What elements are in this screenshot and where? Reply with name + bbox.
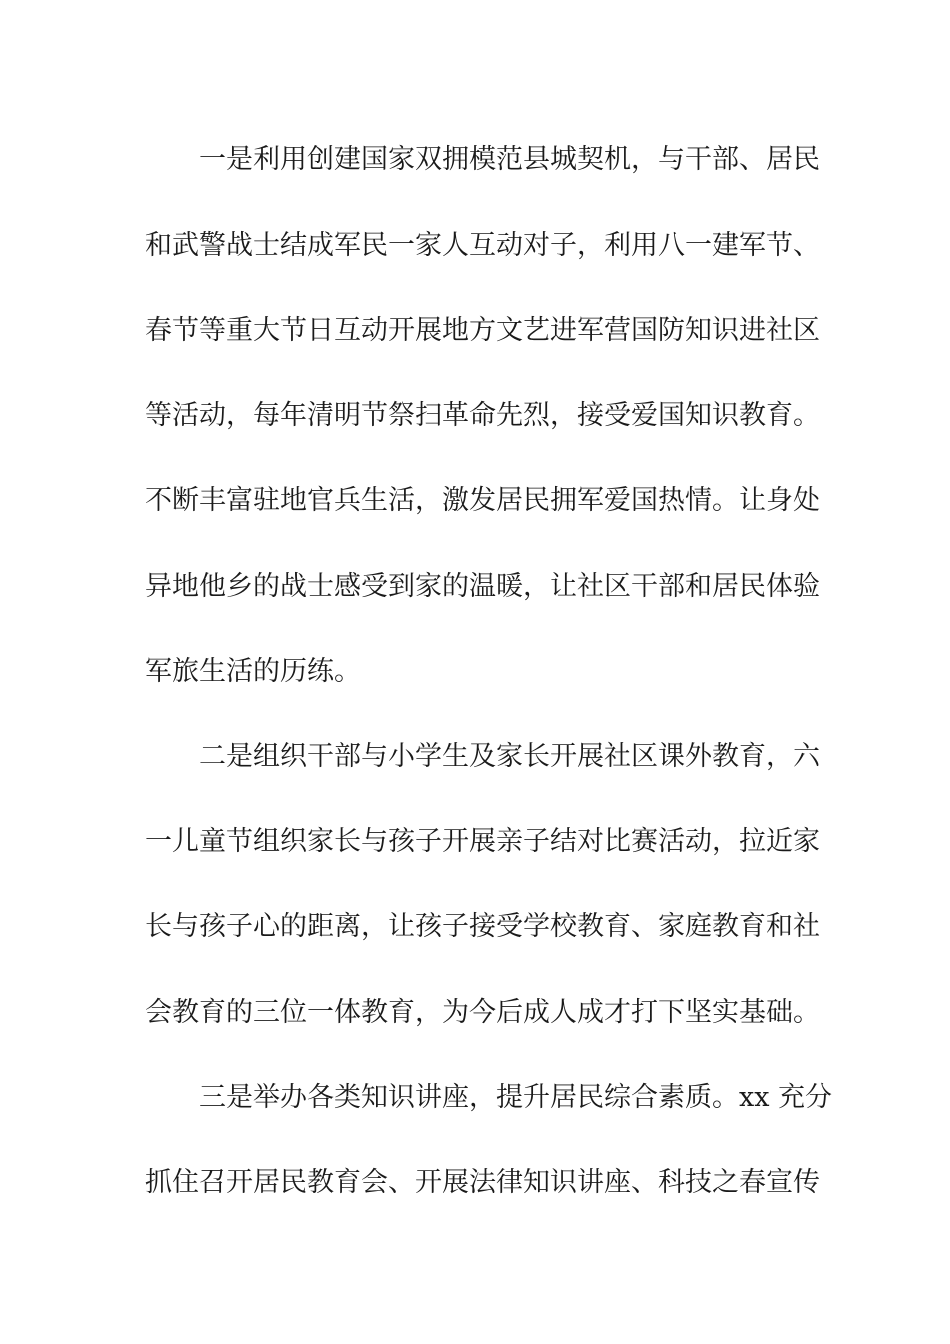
paragraph-3-line-2: 抓住召开居民教育会、开展法律知识讲座、科技之春宣传	[145, 1167, 820, 1198]
paragraph-2-line-1: 二是组织干部与小学生及家长开展社区课外教育，六	[199, 741, 820, 772]
paragraph-1-line-2: 和武警战士结成军民一家人互动对子，利用八一建军节、	[145, 230, 820, 261]
paragraph-1-line-7: 军旅生活的历练。	[145, 656, 361, 687]
paragraph-1-line-3: 春节等重大节日互动开展地方文艺进军营国防知识进社区	[145, 315, 820, 346]
paragraph-3-line-1: 三是举办各类知识讲座，提升居民综合素质。xx 充分	[199, 1082, 833, 1113]
paragraph-1-line-1: 一是利用创建国家双拥模范县城契机，与干部、居民	[199, 144, 820, 175]
paragraph-2-line-2: 一儿童节组织家长与孩子开展亲子结对比赛活动，拉近家	[145, 826, 820, 857]
paragraph-1-line-4: 等活动，每年清明节祭扫革命先烈，接受爱国知识教育。	[145, 400, 820, 431]
paragraph-2-line-4: 会教育的三位一体教育，为今后成人成才打下坚实基础。	[145, 997, 820, 1028]
paragraph-1-line-5: 不断丰富驻地官兵生活，激发居民拥军爱国热情。让身处	[145, 485, 820, 516]
paragraph-1-line-6: 异地他乡的战士感受到家的温暖，让社区干部和居民体验	[145, 571, 820, 602]
paragraph-2-line-3: 长与孩子心的距离，让孩子接受学校教育、家庭教育和社	[145, 911, 820, 942]
